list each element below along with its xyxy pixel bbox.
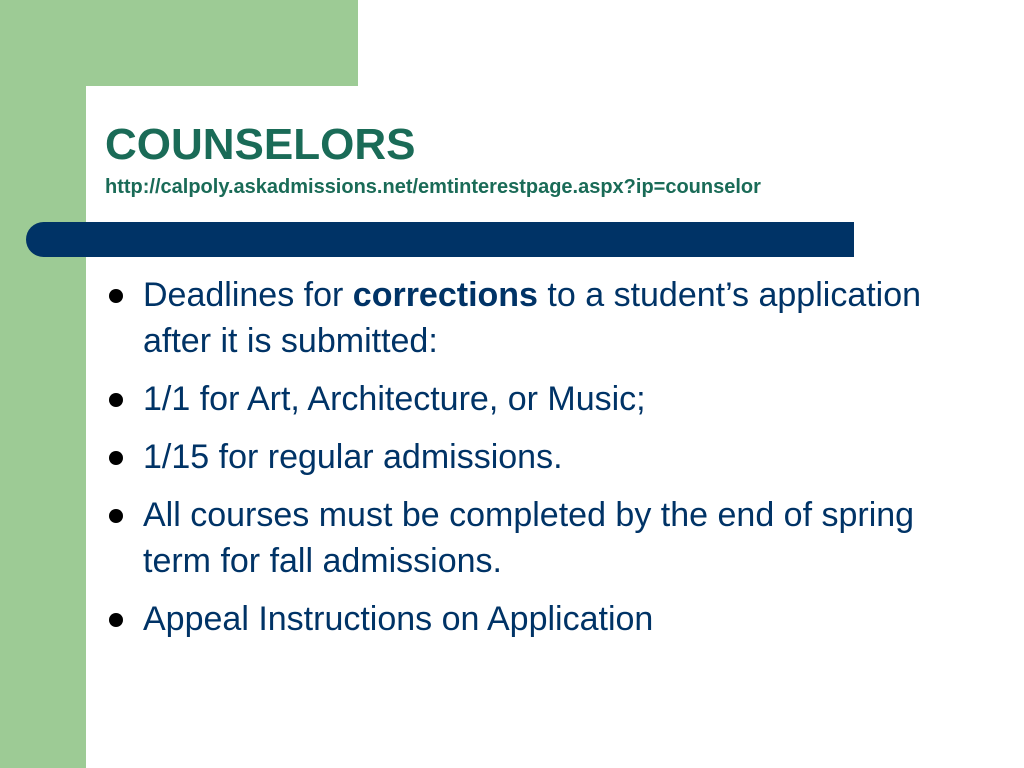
bullet-text-before: Deadlines for — [143, 276, 353, 314]
bullet-dot-icon — [109, 393, 123, 407]
bullet-list — [105, 272, 985, 654]
bullet-dot-icon — [109, 289, 123, 303]
slide-title: COUNSELORS — [105, 120, 416, 169]
green-side-bar — [0, 0, 86, 768]
bullet-item — [105, 596, 985, 642]
bullet-dot-icon — [109, 509, 123, 523]
bullet-text: Appeal Instructions on Application — [143, 600, 654, 638]
bullet-dot-icon — [109, 613, 123, 627]
bullet-text-bold: corrections — [352, 276, 538, 314]
bullet-text: All courses must be completed by the end of spring term for fall admissions. — [143, 496, 915, 580]
title-divider-bar — [26, 222, 854, 257]
bullet-item — [105, 434, 985, 480]
bullet-dot-icon — [109, 451, 123, 465]
bullet-text-after: to a student’s application after it is submitted: — [143, 276, 922, 360]
bullet-text: 1/1 for Art, Architecture, or Music; — [143, 380, 646, 418]
bullet-text: 1/15 for regular admissions. — [143, 438, 563, 476]
bullet-item — [105, 272, 985, 364]
subtitle-url[interactable]: http://calpoly.askadmissions.net/emtinterestpage.aspx?ip=counselor — [105, 176, 761, 198]
bullet-item — [105, 492, 985, 584]
bullet-item — [105, 376, 985, 422]
green-top-block — [0, 0, 358, 86]
